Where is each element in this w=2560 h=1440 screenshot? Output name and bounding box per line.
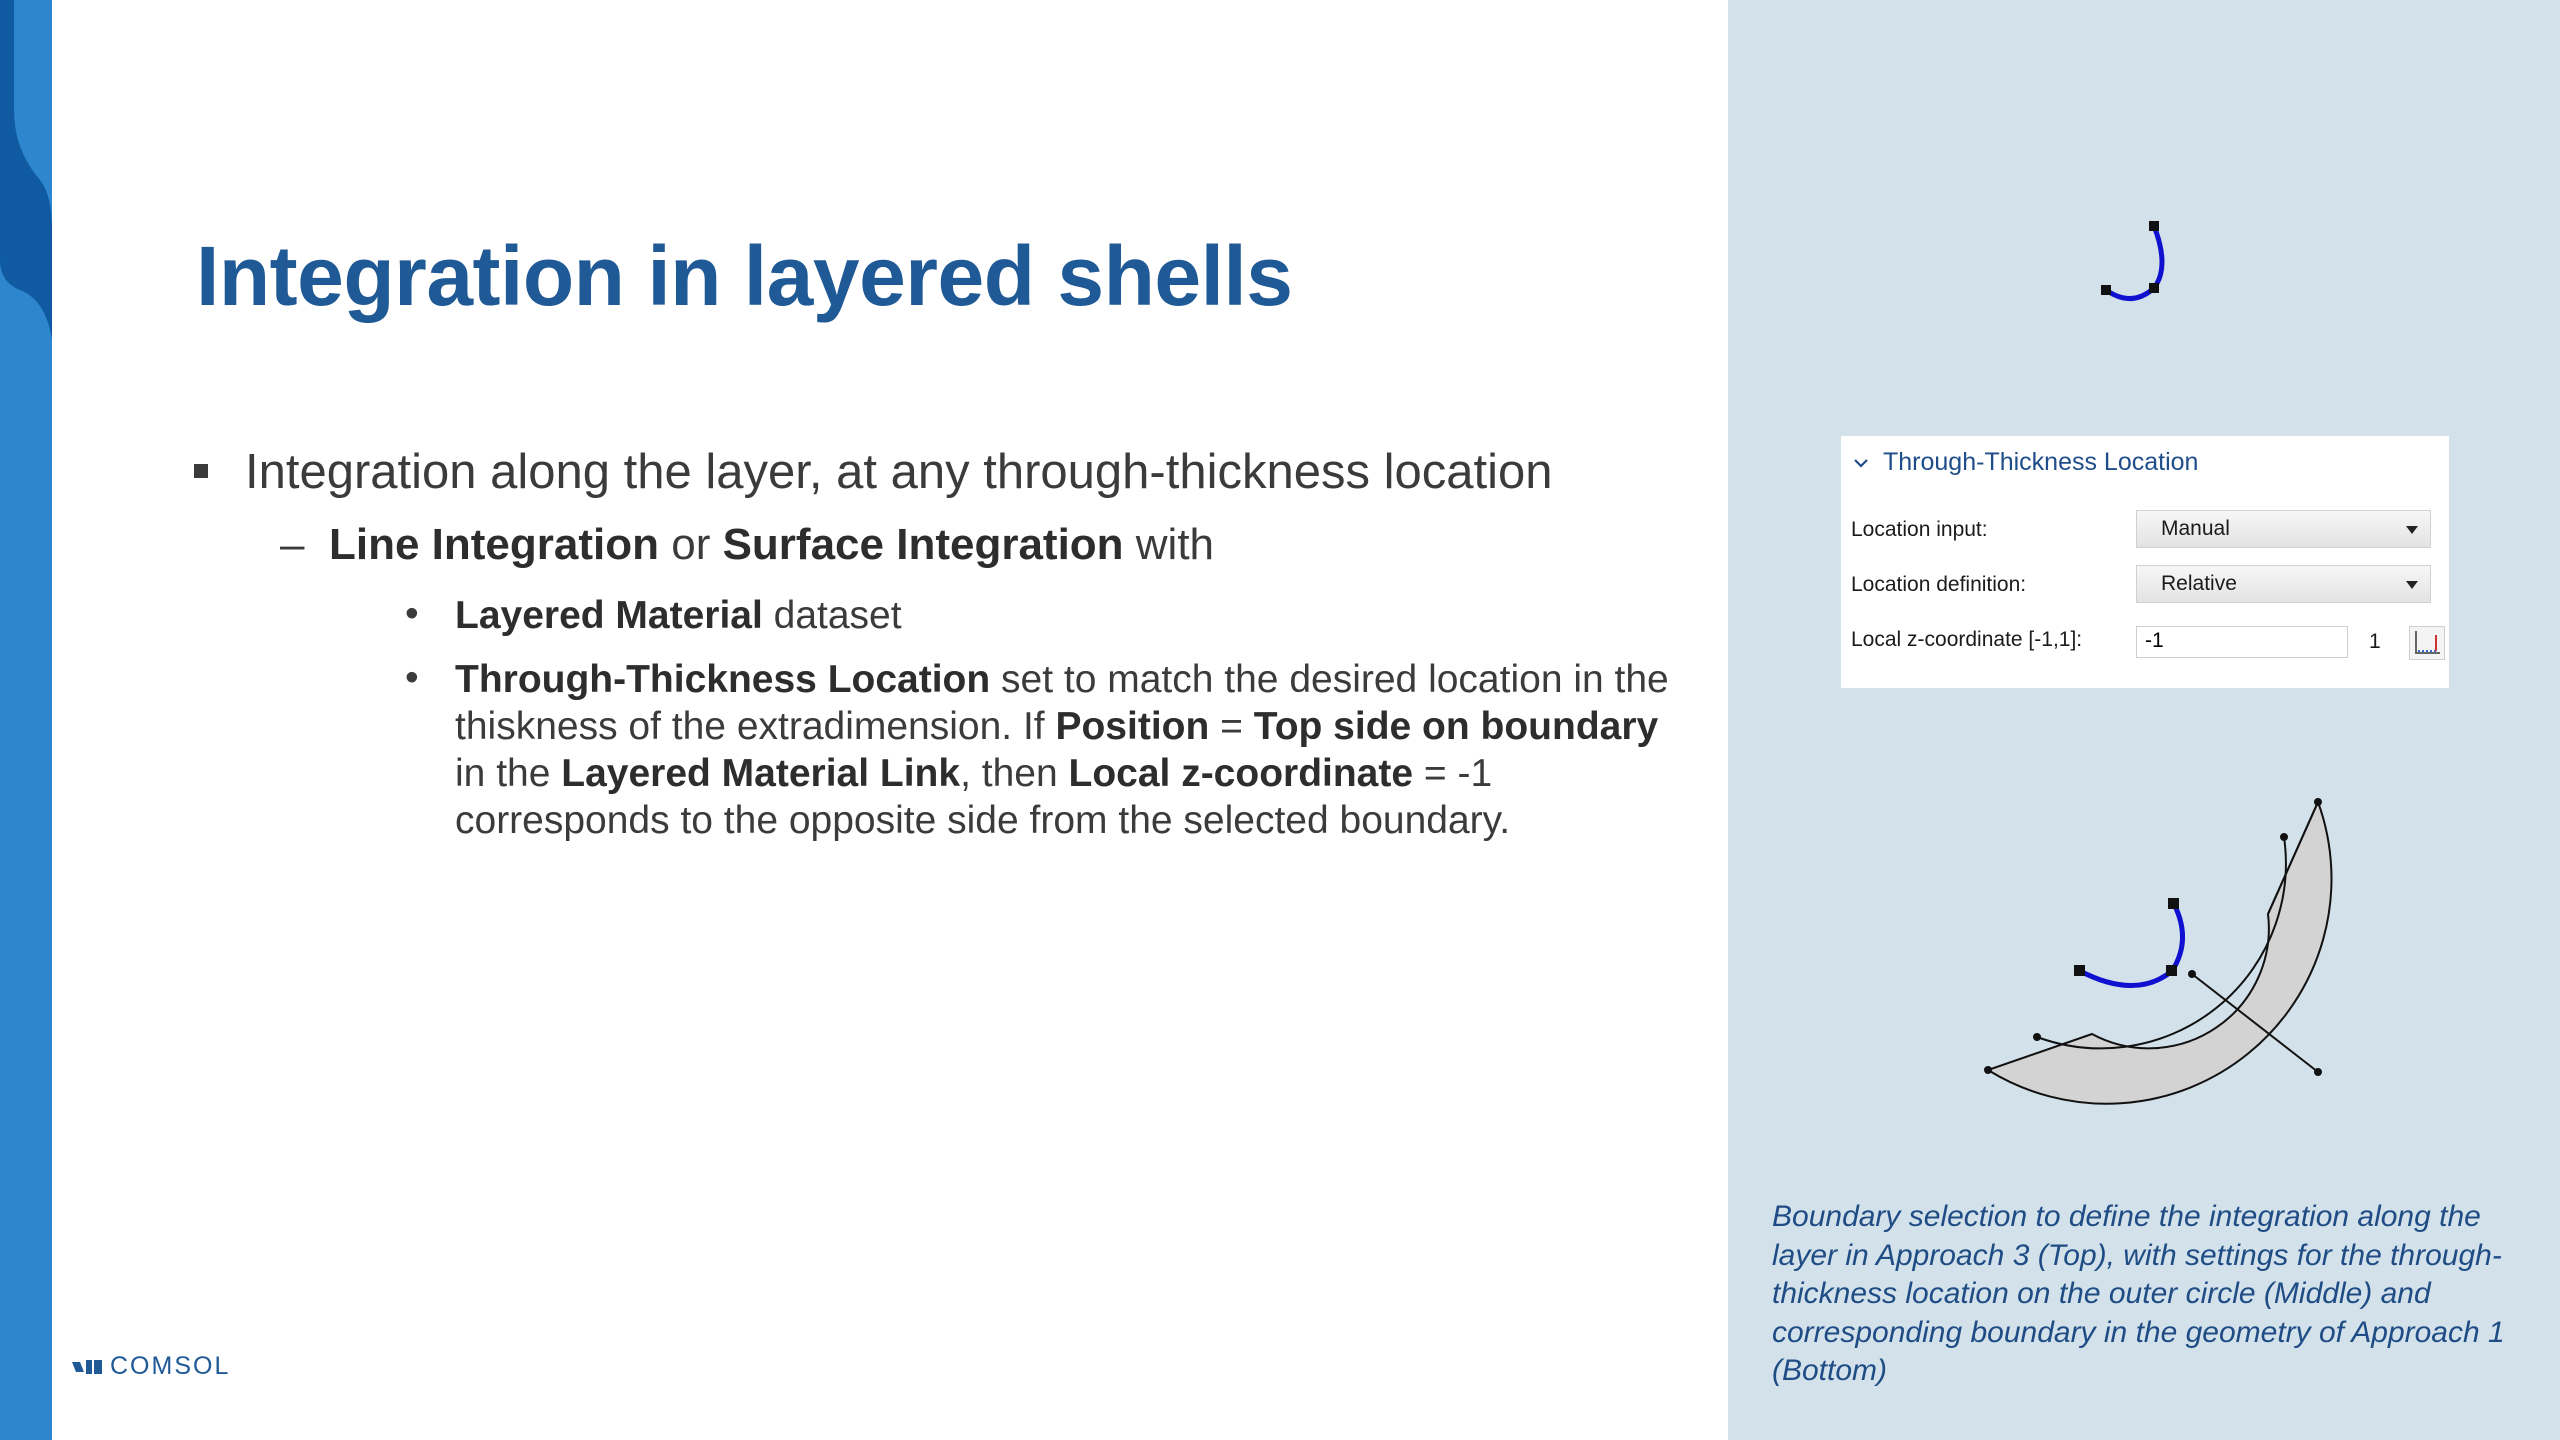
through-thickness-settings-panel: [1841, 436, 2449, 688]
slide-title: Integration in layered shells: [196, 229, 1293, 323]
text-fragment: dataset: [762, 594, 902, 637]
stripe-notch-shape: [0, 0, 52, 400]
bullet-level3-text: [455, 656, 1695, 844]
local-z-field[interactable]: [2136, 626, 2348, 658]
local-z-input[interactable]: [2137, 627, 2343, 655]
layered-material-link-term: Layered Material Link: [561, 752, 961, 795]
location-input-label: Location input:: [1851, 518, 1988, 541]
layered-material-term: Layered Material: [455, 594, 763, 637]
location-input-value: Manual: [2161, 517, 2230, 540]
bullet-level1-text: Integration along the layer, at any through-thickness location: [245, 445, 1553, 499]
dot-bullet-icon: •: [405, 656, 419, 699]
section-header[interactable]: [1853, 448, 2198, 477]
slide-content: [52, 0, 1728, 1440]
text-fragment: with: [1123, 520, 1215, 569]
local-z-label: Local z-coordinate [-1,1]:: [1851, 628, 2083, 651]
surface-integration-term: Surface Integration: [722, 520, 1124, 569]
text-fragment: = -1 corresponds to the opposite side from the selected boundary.: [455, 752, 1511, 842]
line-integration-term: Line Integration: [329, 520, 659, 569]
section-header-label: Through-Thickness Location: [1883, 448, 2199, 476]
bullet-level3-text: [455, 592, 1695, 639]
top-side-term: Top side on boundary: [1253, 705, 1659, 748]
position-term: Position: [1055, 705, 1210, 748]
plot-icon: [2410, 627, 2444, 659]
location-input-select[interactable]: [2136, 510, 2431, 548]
comsol-logo: [70, 1352, 230, 1381]
text-fragment: =: [1209, 705, 1254, 748]
text-fragment: , then: [960, 752, 1069, 795]
text-fragment: set to match the desired location in the thiskness of the extradimension. If: [455, 658, 1669, 748]
dropdown-arrow-icon: [2406, 581, 2418, 589]
location-definition-value: Relative: [2161, 572, 2237, 595]
bullet-level2-text: [329, 520, 1214, 570]
figure-caption: Boundary selection to define the integration along the layer in Approach 3 (Top), with settings for the through-thickness location on the outer circle (Middle) and corresponding boundary in the geometry of Approach 1 (Bottom): [1772, 1200, 2505, 1387]
top-boundary-selection-figure: [2092, 212, 2182, 312]
text-fragment: in the: [455, 752, 562, 795]
dropdown-arrow-icon: [2406, 526, 2418, 534]
chevron-down-icon[interactable]: [1853, 457, 1869, 469]
dot-bullet-icon: •: [405, 592, 419, 635]
left-accent-stripe: [0, 0, 52, 1440]
comsol-logo-icon: [70, 1356, 104, 1378]
figure-panel: [1728, 0, 2560, 1440]
local-z-term: Local z-coordinate: [1068, 752, 1414, 795]
location-definition-select[interactable]: [2136, 565, 2431, 603]
square-bullet-icon: [194, 464, 208, 478]
plot-button[interactable]: [2409, 626, 2445, 660]
local-z-unit: 1: [2369, 630, 2381, 653]
location-definition-label: Location definition:: [1851, 573, 2027, 596]
dash-bullet-icon: –: [280, 520, 305, 569]
through-thickness-term: Through-Thickness Location: [455, 658, 991, 701]
approach1-geometry-figure: [1968, 780, 2428, 1150]
comsol-logo-text: COMSOL: [110, 1352, 231, 1380]
text-fragment: or: [659, 520, 723, 569]
